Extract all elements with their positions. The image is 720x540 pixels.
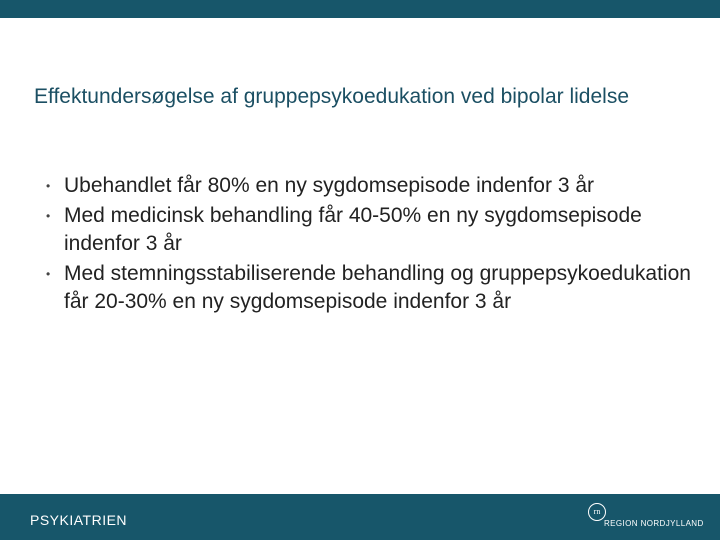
bullet-text: Ubehandlet får 80% en ny sygdomsepisode indenfor 3 år (64, 174, 595, 197)
bullet-text: Med stemningsstabiliserende behandling og gruppepsykoedukation får 20-30% en ny sygdomsepisode indenfor 3 år (64, 262, 691, 313)
bullet-item (46, 260, 706, 316)
bullet-dot-icon: • (46, 267, 51, 281)
top-header-bar (0, 0, 720, 18)
psykiatrien-logo-text: PSYKIATRIEN (30, 512, 128, 528)
bullet-dot-icon: • (46, 209, 51, 223)
bullet-dot-icon: • (46, 179, 51, 193)
region-logo-icon: rn (588, 503, 606, 521)
bullet-text: Med medicinsk behandling får 40-50% en ny sygdomsepisode indenfor 3 år (64, 204, 642, 255)
bullet-list (46, 172, 706, 318)
region-logo-text: REGION NORDJYLLAND (604, 519, 704, 528)
bullet-item (46, 202, 706, 258)
slide-title: Effektundersøgelse af gruppepsykoedukation ved bipolar lidelse (34, 85, 629, 108)
bullet-item (46, 172, 706, 200)
region-nordjylland-logo (588, 503, 712, 535)
